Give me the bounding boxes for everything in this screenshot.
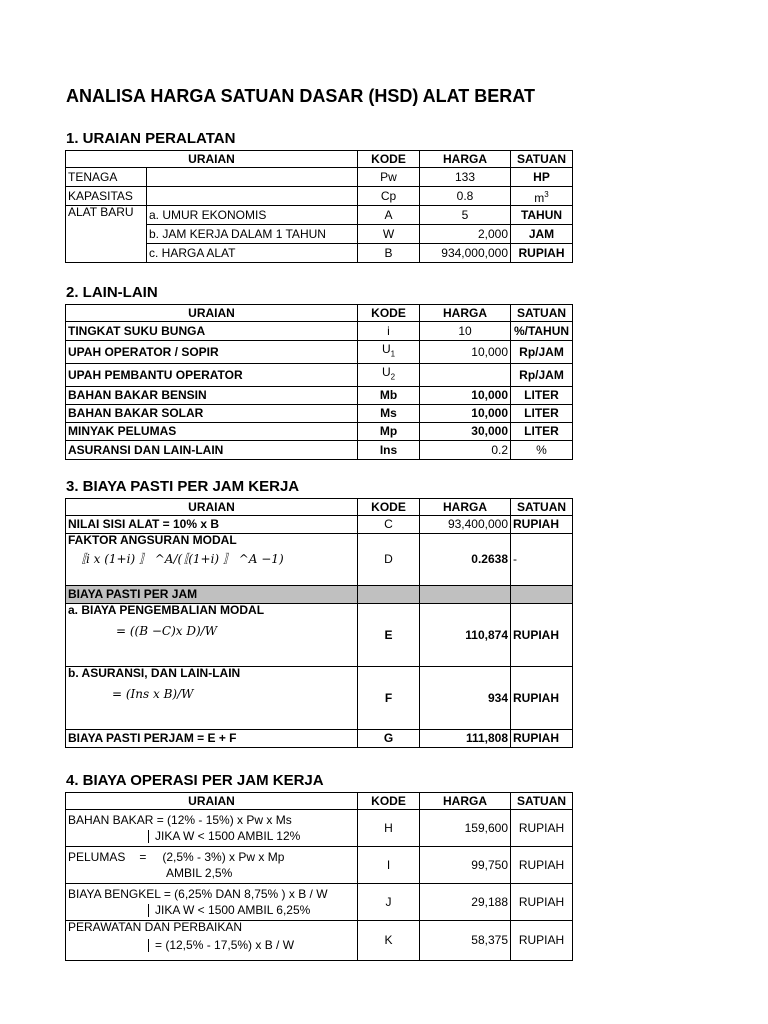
header-satuan: SATUAN xyxy=(511,151,573,168)
table-row xyxy=(66,423,573,441)
row-harga: 110,874 xyxy=(420,604,511,667)
row-kode: Cp xyxy=(358,187,420,206)
row-satuan: HP xyxy=(511,168,573,187)
row-label: UPAH PEMBANTU OPERATOR xyxy=(66,364,358,387)
row-label xyxy=(68,851,355,864)
row-satuan: % xyxy=(511,441,573,460)
formula-asuransi: = (Ins x B)/W xyxy=(112,687,194,701)
empty-cell xyxy=(147,187,358,206)
row-sublabel: JIKA W < 1500 AMBIL 12% xyxy=(148,830,355,843)
table-row xyxy=(66,206,573,225)
row-label: PERAWATAN DAN PERBAIKAN xyxy=(68,920,243,934)
table-row xyxy=(66,534,573,586)
row-harga: 10,000 xyxy=(420,387,511,405)
header-uraian: URAIAN xyxy=(66,151,358,168)
section-4-title: 4. BIAYA OPERASI PER JAM KERJA xyxy=(66,772,324,789)
lain-lain-table xyxy=(65,304,573,460)
row-harga xyxy=(420,364,511,387)
row-label: NILAI SISI ALAT = 10% x B xyxy=(66,516,358,534)
row-harga: 10 xyxy=(420,322,511,341)
header-kode: KODE xyxy=(358,305,420,322)
row-label: BIAYA PASTI PERJAM = E + F xyxy=(66,730,358,748)
row-harga: 5 xyxy=(420,206,511,225)
row-harga: 159,600 xyxy=(420,810,511,847)
row-label-cell xyxy=(66,810,358,847)
formula-faktor: 〚i x (1+i) 〛 ^A/(〚(1+i) 〛 ^A −1) xyxy=(74,552,284,566)
table-header-row xyxy=(66,151,573,168)
row-satuan: RUPIAH xyxy=(511,604,573,667)
row-label: MINYAK PELUMAS xyxy=(66,423,358,441)
row-label: a. BIAYA PENGEMBALIAN MODAL xyxy=(68,603,265,617)
header-kode: KODE xyxy=(358,499,420,516)
row-satuan: RUPIAH xyxy=(511,516,573,534)
kode-subscript: 2 xyxy=(390,372,396,382)
row-harga: 10,000 xyxy=(420,341,511,364)
uraian-peralatan-table xyxy=(65,150,573,263)
row-kode: Ins xyxy=(358,441,420,460)
section-2-title: 2. LAIN-LAIN xyxy=(66,284,158,301)
row-label: c. HARGA ALAT xyxy=(147,244,358,263)
row-kode: D xyxy=(358,534,420,586)
table-row xyxy=(66,667,573,730)
row-kode: Mp xyxy=(358,423,420,441)
row-harga: 30,000 xyxy=(420,423,511,441)
biaya-pasti-table xyxy=(65,498,573,748)
section-3-title: 3. BIAYA PASTI PER JAM KERJA xyxy=(66,478,300,495)
row-kode: H xyxy=(358,810,420,847)
row-satuan: Rp/JAM xyxy=(511,364,573,387)
row-label-cell xyxy=(66,534,358,586)
row-harga: 0.2638 xyxy=(420,534,511,586)
table-row xyxy=(66,322,573,341)
header-uraian: URAIAN xyxy=(66,305,358,322)
table-row xyxy=(66,341,573,364)
table-row xyxy=(66,847,573,884)
section-1-title: 1. URAIAN PERALATAN xyxy=(66,130,236,147)
row-label: ASURANSI DAN LAIN-LAIN xyxy=(66,441,358,460)
table-row xyxy=(66,168,573,187)
empty-cell xyxy=(511,586,573,604)
row-label: FAKTOR ANGSURAN MODAL xyxy=(68,533,237,547)
row-kode: E xyxy=(358,604,420,667)
row-satuan: TAHUN xyxy=(511,206,573,225)
row-kode: F xyxy=(358,667,420,730)
unit-text: m xyxy=(534,190,545,205)
table-header-row xyxy=(66,499,573,516)
row-harga: 93,400,000 xyxy=(420,516,511,534)
row-kode: A xyxy=(358,206,420,225)
row-satuan xyxy=(511,187,573,206)
row-kode xyxy=(358,364,420,387)
kode-text: U xyxy=(381,365,391,380)
page-title: ANALISA HARGA SATUAN DASAR (HSD) ALAT BERAT xyxy=(66,86,535,106)
row-label-cell xyxy=(66,921,358,961)
row-label: TENAGA xyxy=(66,168,147,187)
row-harga: 934,000,000 xyxy=(420,244,511,263)
row-group-label: ALAT BARU xyxy=(66,206,147,263)
row-kode: C xyxy=(358,516,420,534)
header-kode: KODE xyxy=(358,793,420,810)
row-label-cell xyxy=(66,604,358,667)
row-sublabel: AMBIL 2,5% xyxy=(166,865,233,880)
row-satuan: LITER xyxy=(511,405,573,423)
header-satuan: SATUAN xyxy=(511,793,573,810)
kode-text: U xyxy=(381,342,391,357)
row-satuan: JAM xyxy=(511,225,573,244)
row-label: b. ASURANSI, DAN LAIN-LAIN xyxy=(68,666,241,680)
row-harga: 99,750 xyxy=(420,847,511,884)
table-header-row xyxy=(66,793,573,810)
header-harga: HARGA xyxy=(420,151,511,168)
table-row xyxy=(66,921,573,961)
row-satuan: RUPIAH xyxy=(511,847,573,884)
row-label: TINGKAT SUKU BUNGA xyxy=(66,322,358,341)
table-row xyxy=(66,405,573,423)
row-label: UPAH OPERATOR / SOPIR xyxy=(66,341,358,364)
header-harga: HARGA xyxy=(420,793,511,810)
row-kode: G xyxy=(358,730,420,748)
row-satuan: RUPIAH xyxy=(511,730,573,748)
table-row xyxy=(66,604,573,667)
row-harga: 0.2 xyxy=(420,441,511,460)
row-label: b. JAM KERJA DALAM 1 TAHUN xyxy=(147,225,358,244)
row-kode: J xyxy=(358,884,420,921)
row-kode: K xyxy=(358,921,420,961)
empty-cell xyxy=(147,168,358,187)
header-satuan: SATUAN xyxy=(511,305,573,322)
row-kode: Mb xyxy=(358,387,420,405)
row-label: BAHAN BAKAR SOLAR xyxy=(66,405,358,423)
row-satuan: - xyxy=(511,534,573,586)
row-harga: 29,188 xyxy=(420,884,511,921)
row-sublabel: JIKA W < 1500 AMBIL 6,25% xyxy=(148,904,355,917)
row-harga: 10,000 xyxy=(420,405,511,423)
row-kode: B xyxy=(358,244,420,263)
row-satuan: RUPIAH xyxy=(511,244,573,263)
unit-superscript: 3 xyxy=(544,189,549,199)
row-label-cell xyxy=(66,847,358,884)
row-harga: 0.8 xyxy=(420,187,511,206)
header-harga: HARGA xyxy=(420,305,511,322)
kode-subscript: 1 xyxy=(390,349,396,359)
header-satuan: SATUAN xyxy=(511,499,573,516)
row-label: BIAYA BENGKEL = (6,25% DAN 8,75% ) x B / W xyxy=(68,886,328,901)
empty-cell xyxy=(420,586,511,604)
row-kode: I xyxy=(358,847,420,884)
row-satuan: LITER xyxy=(511,423,573,441)
table-row xyxy=(66,516,573,534)
row-label: BIAYA PASTI PER JAM xyxy=(66,586,358,604)
row-label: a. UMUR EKONOMIS xyxy=(147,206,358,225)
biaya-operasi-table xyxy=(65,792,573,961)
header-harga: HARGA xyxy=(420,499,511,516)
table-row xyxy=(66,187,573,206)
row-harga: 2,000 xyxy=(420,225,511,244)
label-formula: (2,5% - 3%) x Pw x Mp xyxy=(162,849,285,864)
row-label: BAHAN BAKAR = (12% - 15%) x Pw x Ms xyxy=(68,812,292,827)
row-satuan: RUPIAH xyxy=(511,667,573,730)
row-label: BAHAN BAKAR BENSIN xyxy=(66,387,358,405)
label-pelumas: PELUMAS xyxy=(68,849,126,864)
row-harga: 58,375 xyxy=(420,921,511,961)
table-row xyxy=(66,586,573,604)
row-sublabel: = (12,5% - 17,5%) x B / W xyxy=(148,939,355,952)
row-kode: W xyxy=(358,225,420,244)
row-satuan: %/TAHUN xyxy=(511,322,573,341)
label-equals: = xyxy=(139,849,147,864)
row-kode: Ms xyxy=(358,405,420,423)
table-row xyxy=(66,364,573,387)
table-row xyxy=(66,387,573,405)
header-kode: KODE xyxy=(358,151,420,168)
row-kode: Pw xyxy=(358,168,420,187)
row-harga: 111,808 xyxy=(420,730,511,748)
table-header-row xyxy=(66,305,573,322)
table-row xyxy=(66,441,573,460)
empty-cell xyxy=(358,586,420,604)
row-harga: 934 xyxy=(420,667,511,730)
row-label-cell xyxy=(66,667,358,730)
table-row xyxy=(66,884,573,921)
formula-pengembalian: = ((B −C)x D)/W xyxy=(116,624,218,638)
row-label: KAPASITAS xyxy=(66,187,147,206)
table-row xyxy=(66,730,573,748)
row-satuan: RUPIAH xyxy=(511,921,573,961)
row-label-cell xyxy=(66,884,358,921)
header-uraian: URAIAN xyxy=(66,499,358,516)
row-satuan: RUPIAH xyxy=(511,810,573,847)
row-kode xyxy=(358,341,420,364)
header-uraian: URAIAN xyxy=(66,793,358,810)
row-harga: 133 xyxy=(420,168,511,187)
row-satuan: Rp/JAM xyxy=(511,341,573,364)
row-satuan: LITER xyxy=(511,387,573,405)
row-satuan: RUPIAH xyxy=(511,884,573,921)
row-kode: i xyxy=(358,322,420,341)
table-row xyxy=(66,810,573,847)
